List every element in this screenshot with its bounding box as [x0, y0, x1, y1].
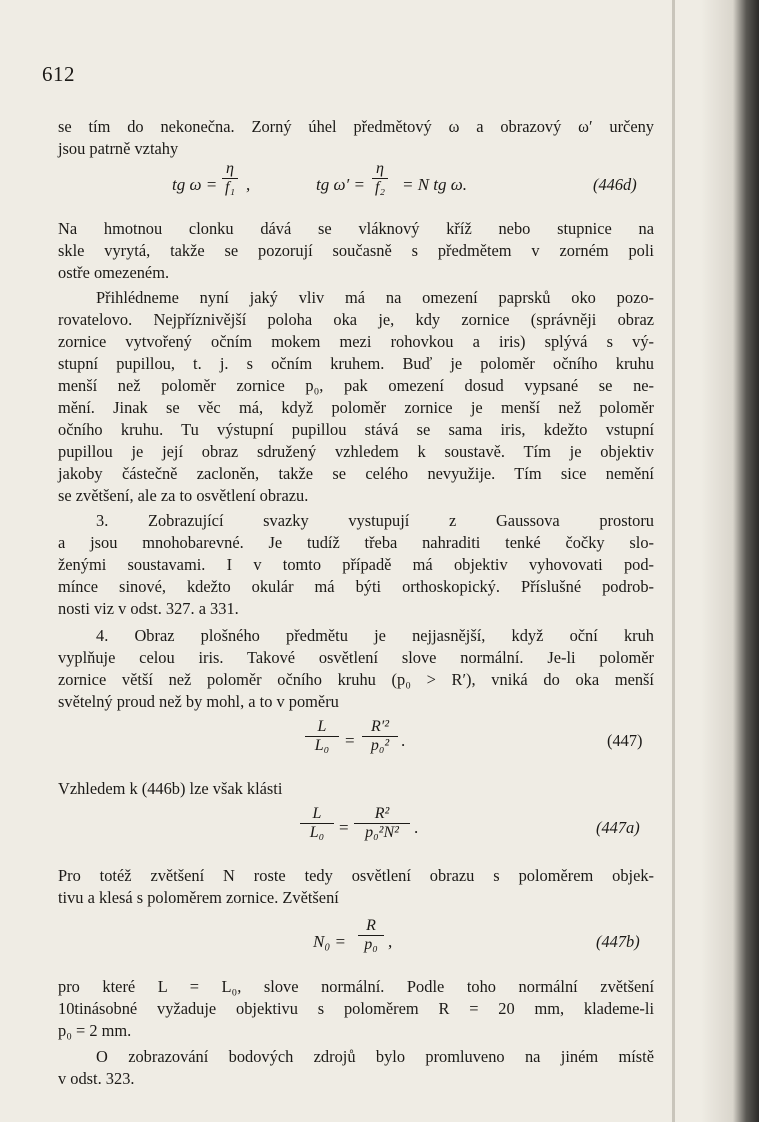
text-line: zornice větší než poloměr očního kruhu (p₀ > R′), vniká do oka menší: [58, 670, 654, 689]
equation-label: (446d): [593, 175, 637, 194]
numerator: R′²: [370, 718, 390, 735]
denominator: p₀²N²: [365, 824, 399, 841]
text-line: se zvětšení, ale za to osvětlení obrazu.: [58, 486, 309, 505]
eq-equals: =: [339, 818, 349, 837]
text-span: Na hmotnou clonku dává se vláknový kříž nebo stupnice na: [58, 219, 654, 238]
denominator: L₀: [314, 737, 330, 754]
text-line: p₀ = 2 mm.: [58, 1021, 132, 1040]
fraction: [305, 718, 339, 755]
fraction: [358, 917, 384, 954]
text-line: stupní pupillou, t. j. s očním kruhem. Buď je poloměr očního kruhu: [58, 354, 654, 373]
text-line: v odst. 323.: [58, 1069, 135, 1088]
numerator: R²: [374, 805, 390, 822]
text-line: očního kruhu. Tu výstupní pupillou stává se sama iris, kdežto vstupní: [58, 420, 654, 439]
text-line: rovatelovo. Nejpříznivější poloha oka je, kdy zornice (správněji obraz: [58, 310, 654, 329]
fraction: [354, 805, 410, 842]
fraction: [300, 805, 334, 842]
text-line: pupillou je její obraz sdružený vzhledem k soustavě. Tím je objektiv: [58, 442, 654, 461]
text-line: mění. Jinak se věc má, když poloměr zornice je menší než poloměr: [58, 398, 654, 417]
equation-label: (447): [607, 731, 643, 750]
text-line: tivu a klesá s poloměrem zornice. Zvětšení: [58, 888, 339, 907]
fraction: [362, 718, 398, 755]
text-line: se tím do nekonečna. Zorný úhel předmětový ω a obrazový ω′ určeny: [58, 117, 654, 136]
text-line: pro které L = L₀, slove normální. Podle toho normální zvětšení: [58, 977, 654, 996]
eq-term: = N tg ω.: [402, 175, 468, 194]
text-line: ostře omezeném.: [58, 263, 170, 282]
text-line: a jsou mnohobarevné. Je tudíž třeba nahraditi tenké čočky slo-: [58, 533, 654, 552]
text-line: 4. Obraz plošného předmětu je nejjasnější, když oční kruh: [96, 626, 654, 645]
numerator: L: [317, 718, 327, 735]
text-line: světelný proud než by mohl, a to v poměru: [58, 692, 339, 711]
denominator: f₁: [225, 179, 236, 196]
fraction: [372, 160, 388, 197]
text-line: nosti viz v odst. 327. a 331.: [58, 599, 239, 618]
page-number: 612: [42, 62, 75, 86]
text-line: O zobrazování bodových zdrojů bylo promluveno na jiném místě: [96, 1047, 654, 1066]
text-line: skle vyrytá, takže se pozorují současně s předmětem v zorném poli: [58, 241, 654, 260]
numerator: η: [376, 160, 384, 177]
numerator: η: [226, 160, 234, 177]
page-crease: [672, 0, 675, 1122]
denominator: p₀: [364, 936, 378, 953]
fraction: [222, 160, 238, 197]
eq-term: tg ω′ =: [316, 175, 365, 194]
eq-comma: ,: [246, 175, 251, 194]
text-line: [58, 218, 654, 240]
text-line: ženými soustavami. I v tomto případě má objektiv vyhovovati pod-: [58, 555, 654, 574]
text-line: Vzhledem k (446b) lze však klásti: [58, 779, 283, 798]
text-line: Přihlédneme nyní jaký vliv má na omezení paprsků oko pozo-: [96, 288, 654, 307]
text-line: Pro totéž zvětšení N roste tedy osvětlení obrazu s poloměrem objek-: [58, 866, 654, 885]
text-line: vyplňuje celou iris. Takové osvětlení slove normální. Je-li poloměr: [58, 648, 654, 667]
numerator: L: [312, 805, 322, 822]
eq-equals: =: [345, 731, 355, 750]
text-line: mínce sinové, kdežto okulár má býti orthoskopický. Příslušné podrob-: [58, 577, 654, 596]
eq-dot: .: [414, 818, 419, 837]
eq-term: tg ω =: [172, 175, 218, 194]
scan-shadow-edge: [701, 0, 759, 1122]
text-line: 10tinásobné vyžaduje objektivu s poloměrem R = 20 mm, klademe-li: [58, 999, 654, 1018]
eq-comma: ,: [388, 932, 393, 951]
eq-dot: .: [401, 731, 406, 750]
denominator: f₂: [375, 179, 386, 196]
equation-label: (447a): [596, 818, 640, 837]
text-line: menší než poloměr zornice p₀, pak omezení dosud vypsané se ne-: [58, 376, 654, 395]
eq-term: N₀ =: [313, 932, 346, 951]
text-line: jsou patrně vztahy: [58, 139, 179, 158]
numerator: R: [366, 917, 376, 934]
text-line: jakoby částečně zacloněn, takže se celého nevyužije. Tím sice nemění: [58, 464, 654, 483]
text-line: zornice vytvořený očním mokem mezi rohovkou a iris) splývá s vý-: [58, 332, 654, 351]
denominator: L₀: [309, 824, 325, 841]
text-line: 3. Zobrazující svazky vystupují z Gaussova prostoru: [96, 511, 654, 530]
equation-label: (447b): [596, 932, 640, 951]
denominator: p₀²: [370, 737, 390, 754]
